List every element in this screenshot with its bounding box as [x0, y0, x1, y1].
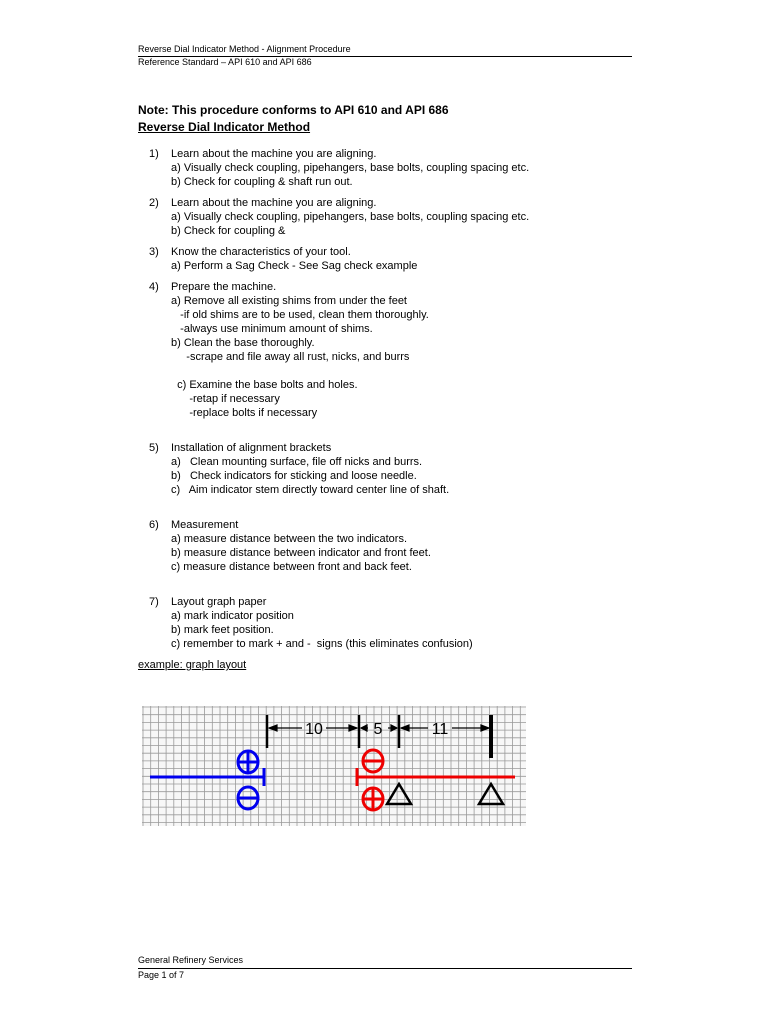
step-line: c) Examine the base bolts and holes.: [171, 379, 358, 391]
step-line: Installation of alignment brackets: [171, 442, 332, 454]
step-line: -always use minimum amount of shims.: [171, 323, 373, 335]
step-line: b) mark feet position.: [171, 624, 274, 636]
step-line: -scrape and file away all rust, nicks, and burrs: [171, 351, 410, 363]
step-line: Learn about the machine you are aligning.: [171, 148, 377, 160]
method-title: Reverse Dial Indicator Method: [138, 120, 311, 134]
step-line: Know the characteristics of your tool.: [171, 246, 351, 258]
dimension-label: 11: [431, 721, 449, 738]
step-line: [171, 364, 529, 378]
step-line: a) Remove all existing shims from under the feet: [171, 295, 407, 307]
procedure-step: [149, 196, 529, 238]
step-line: [171, 497, 529, 511]
footer-rule: [138, 968, 632, 969]
step-number: 2): [149, 197, 159, 209]
step-number: 3): [149, 246, 159, 258]
step-number: 7): [149, 596, 159, 608]
dimension-label: 10: [305, 721, 323, 738]
step-number: 6): [149, 519, 159, 531]
procedure-step: [149, 518, 529, 588]
graph-grid: [142, 706, 526, 826]
step-line: a) measure distance between the two indicators.: [171, 533, 408, 545]
note: Note: This procedure conforms to API 610 and API 686: [138, 103, 449, 117]
blue-plus-sign: [238, 751, 258, 773]
footer-page-number: Page 1 of 7: [138, 970, 185, 980]
step-line: Measurement: [171, 519, 239, 531]
step-line: c) measure distance between front and back feet.: [171, 561, 412, 573]
step-line: -if old shims are to be used, clean them thoroughly.: [171, 309, 429, 321]
step-line: -retap if necessary: [171, 393, 280, 405]
red-plus-sign: [363, 788, 383, 810]
step-line: [171, 420, 529, 434]
step-line: c) remember to mark + and - signs (this eliminates confusion): [171, 638, 473, 650]
footer-company: General Refinery Services: [138, 955, 244, 965]
step-line: a) Clean mounting surface, file off nicks and burrs.: [171, 456, 423, 468]
step-line: b) Check indicators for sticking and loose needle.: [171, 470, 417, 482]
procedure-step: [149, 245, 529, 273]
step-line: a) mark indicator position: [171, 610, 294, 622]
step-line: b) Clean the base thoroughly.: [171, 337, 315, 349]
header-title: Reverse Dial Indicator Method - Alignment Procedure: [138, 44, 351, 54]
step-line: c) Aim indicator stem directly toward center line of shaft.: [171, 484, 450, 496]
procedure-step: [149, 441, 529, 511]
step-line: Learn about the machine you are aligning.: [171, 197, 377, 209]
step-line: Layout graph paper: [171, 596, 267, 608]
step-number: 5): [149, 442, 159, 454]
step-number: 4): [149, 281, 159, 293]
header-reference: Reference Standard – API 610 and API 686: [138, 57, 312, 67]
step-line: b) Check for coupling &: [171, 225, 286, 237]
procedure-step: [149, 595, 529, 651]
step-line: a) Visually check coupling, pipehangers, base bolts, coupling spacing etc.: [171, 211, 530, 223]
procedure-step: [149, 147, 529, 189]
procedure-step: [149, 280, 529, 434]
step-line: b) Check for coupling & shaft run out.: [171, 176, 353, 188]
step-line: [171, 574, 529, 588]
dimension-label: 5: [373, 721, 383, 738]
procedure-steps: [149, 147, 529, 658]
step-number: 1): [149, 148, 159, 160]
step-line: -replace bolts if necessary: [171, 407, 318, 419]
step-line: a) Visually check coupling, pipehangers, base bolts, coupling spacing etc.: [171, 162, 530, 174]
step-line: b) measure distance between indicator and front feet.: [171, 547, 431, 559]
example-label: example: graph layout: [138, 659, 247, 671]
step-line: Prepare the machine.: [171, 281, 277, 293]
graph-layout-figure: [142, 706, 526, 826]
step-line: a) Perform a Sag Check - See Sag check example: [171, 260, 418, 272]
